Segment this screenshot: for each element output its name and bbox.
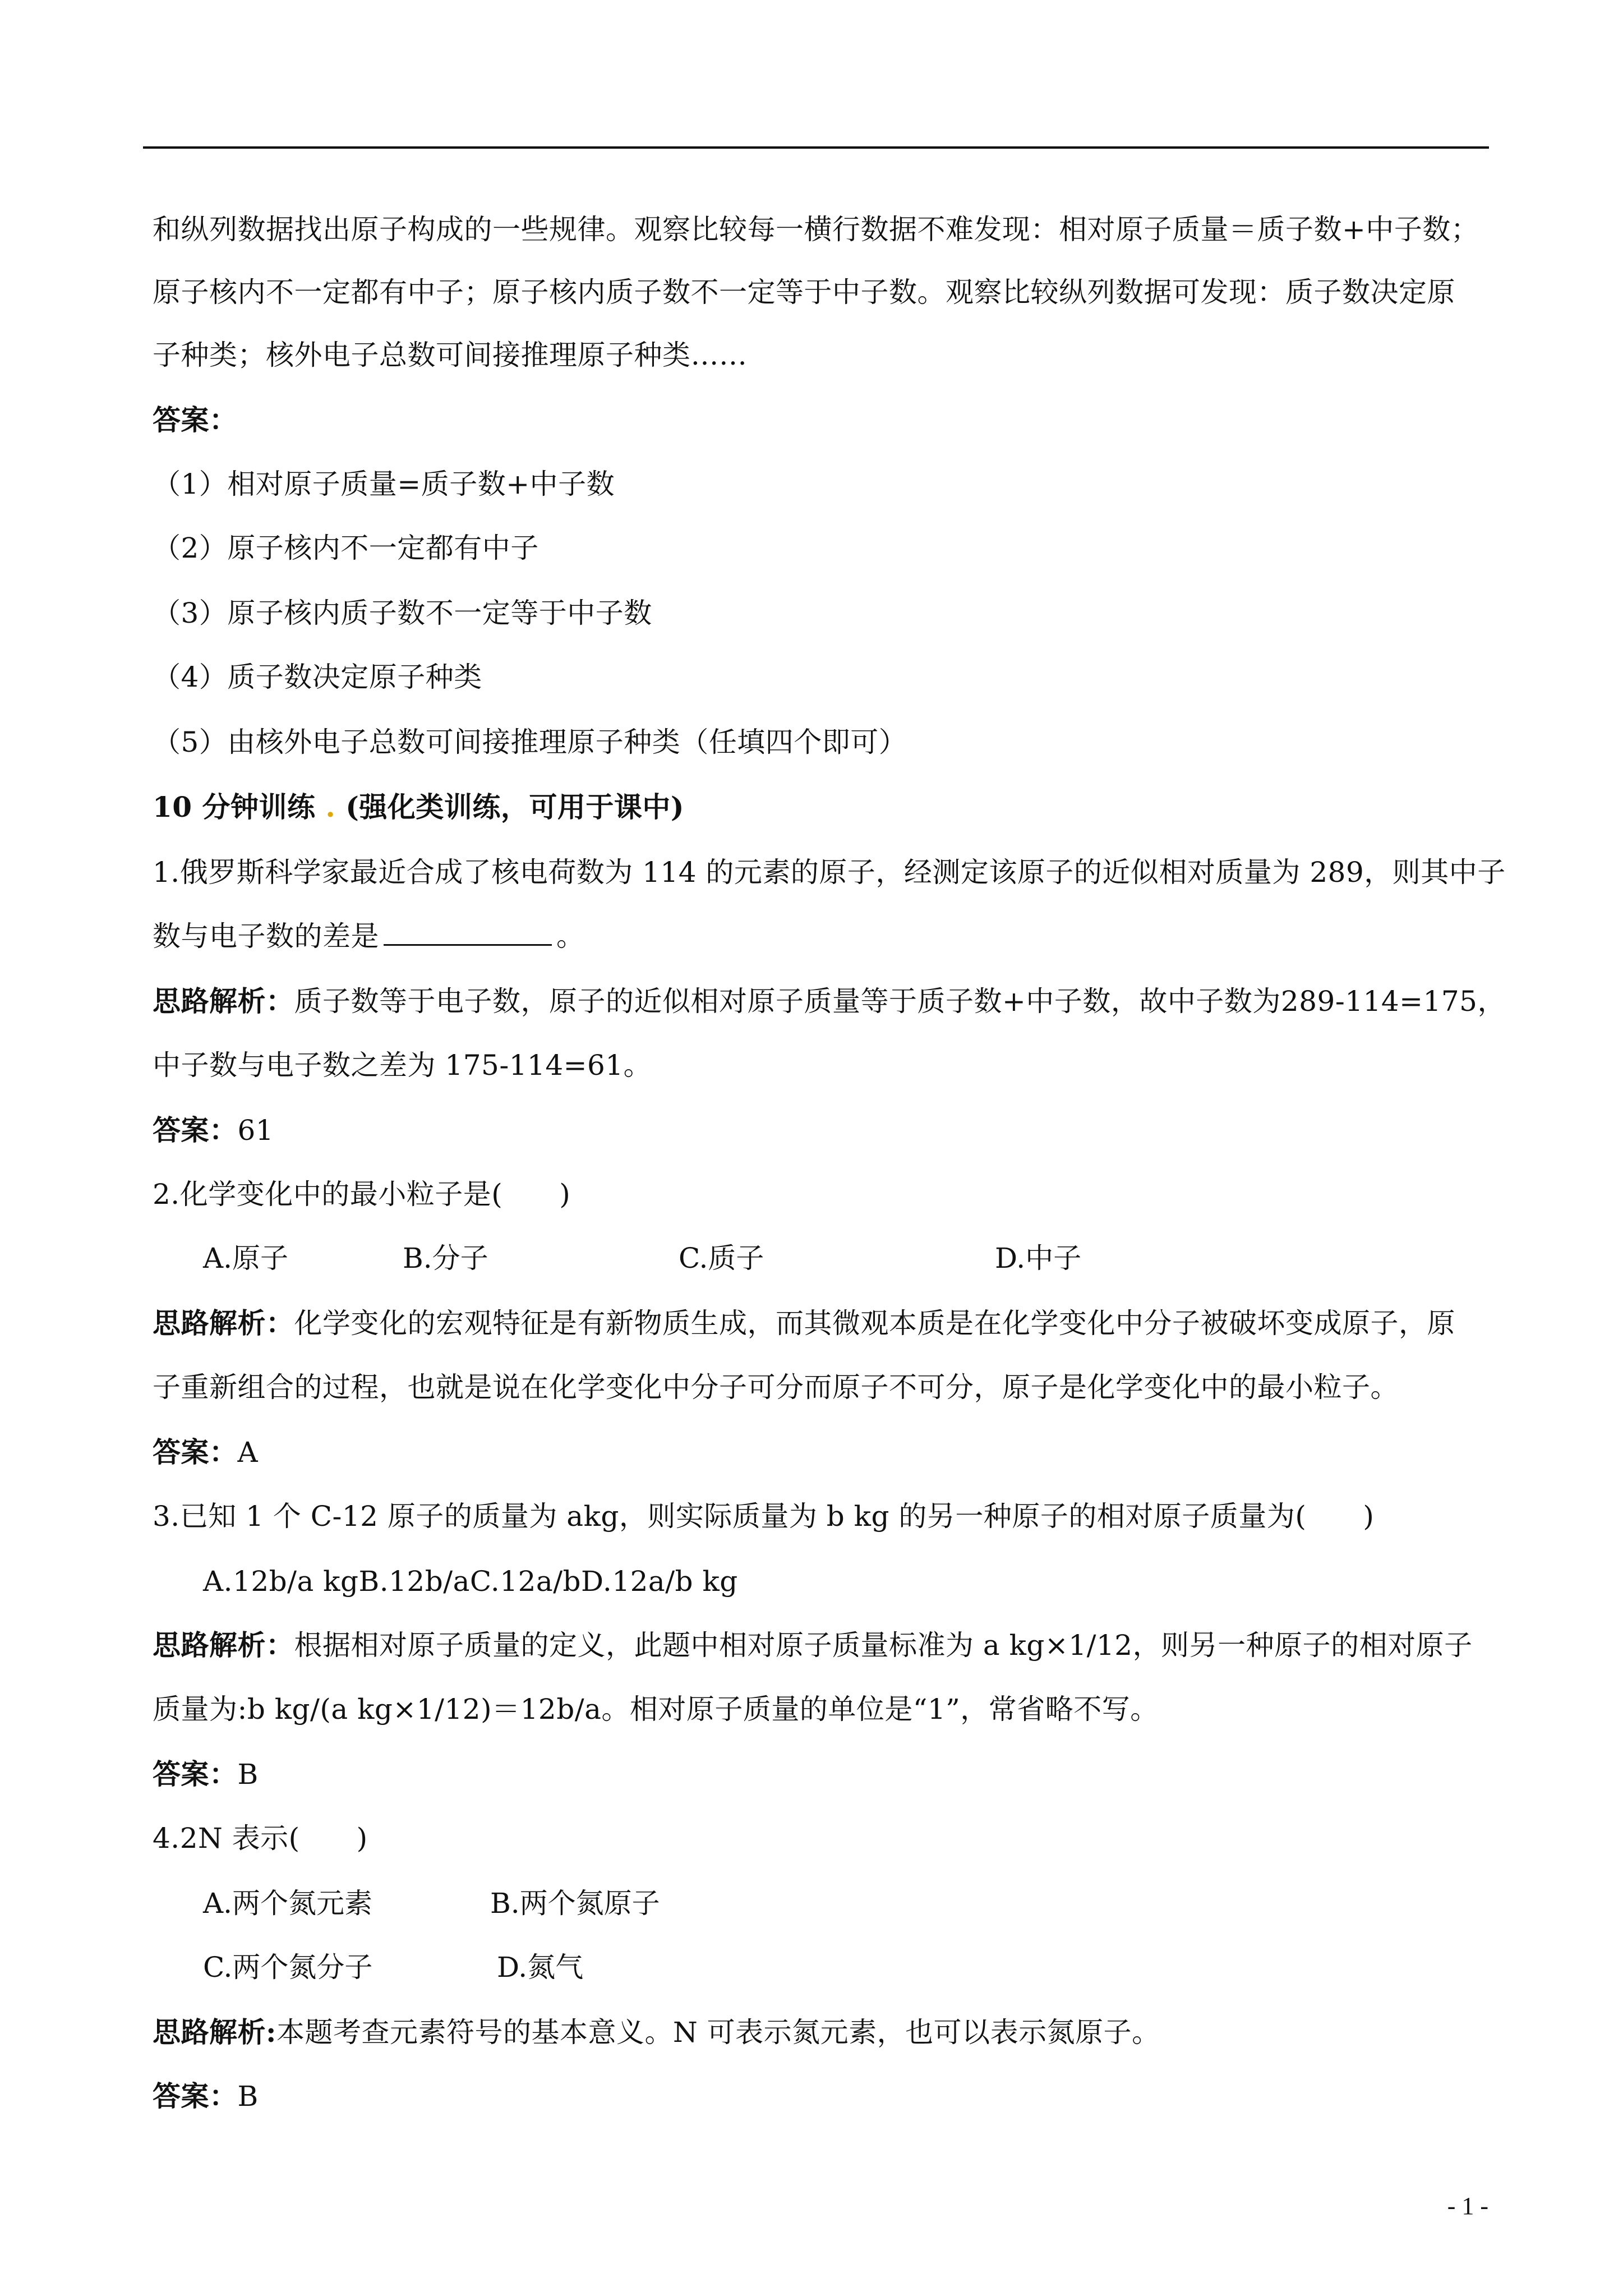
q3-stem: 3.已知 1 个 C-12 原子的质量为 akg，则实际质量为 b kg 的另一种原子的相对原子质量为( ) — [153, 1500, 1375, 1533]
q1-answer-value: 61 — [237, 1114, 274, 1147]
q3-analysis-label: 思路解析： — [153, 1628, 294, 1662]
q3-analysis-line-2: 质量为:b kg/(a kg×1/12)＝12b/a。相对原子质量的单位是“1”，常省略不写。 — [153, 1693, 1159, 1726]
q4-option-a: A.两个氮元素 — [203, 1887, 373, 1920]
q2-answer — [153, 1435, 258, 1470]
q4-answer-label: 答案： — [153, 2079, 238, 2113]
answer-item-1: （1）相对原子质量=质子数+中子数 — [153, 468, 615, 500]
q1-answer — [153, 1113, 274, 1148]
q2-option-b: B.分子 — [403, 1242, 488, 1274]
q1-stem-post: 。 — [556, 920, 585, 953]
q1-analysis-line-2: 中子数与电子数之差为 175-114=61。 — [153, 1049, 652, 1082]
q1-answer-label: 答案： — [153, 1114, 238, 1147]
q4-stem: 4.2N 表示( ) — [153, 1822, 368, 1855]
q1-stem-line-2 — [153, 919, 585, 954]
q4-analysis-text: 本题考查元素符号的基本意义。N 可表示氮元素，也可以表示氮原子。 — [276, 2016, 1160, 2049]
q3-answer — [153, 1757, 259, 1792]
continuation-line-1: 和纵列数据找出原子构成的一些规律。观察比较每一横行数据不难发现：相对原子质量＝质子数+中子数； — [153, 213, 1479, 246]
q3-analysis-line-1 — [153, 1628, 1473, 1663]
q2-answer-value: A — [237, 1436, 259, 1469]
q2-option-c: C.质子 — [679, 1242, 764, 1274]
q4-analysis — [153, 2015, 1160, 2050]
q2-analysis-line-1 — [153, 1306, 1455, 1341]
q3-options: A.12b/a kgB.12b/aC.12a/bD.12a/b kg — [203, 1565, 738, 1598]
answer-label: 答案： — [153, 403, 238, 436]
q2-analysis-text: 化学变化的宏观特征是有新物质生成，而其微观本质是在化学变化中分子被破坏变成原子，原 — [294, 1307, 1455, 1340]
q4-answer — [153, 2079, 259, 2114]
q4-option-c: C.两个氮分子 — [203, 1951, 373, 1984]
page-number: - 1 - — [1447, 2192, 1488, 2220]
answer-item-2: （2）原子核内不一定都有中子 — [153, 532, 539, 564]
q2-option-d: D.中子 — [995, 1242, 1082, 1274]
section-heading — [153, 790, 684, 825]
section-mark: . — [325, 790, 336, 823]
q1-analysis-line-1 — [153, 984, 1506, 1019]
q1-analysis-text: 质子数等于电子数，原子的近似相对原子质量等于质子数+中子数，故中子数为289-114=175， — [294, 985, 1506, 1018]
answer-item-5: （5）由核外电子总数可间接推理原子种类（任填四个即可） — [153, 726, 907, 758]
header-rule — [143, 146, 1489, 149]
continuation-line-2: 原子核内不一定都有中子；原子核内质子数不一定等于中子数。观察比较纵列数据可发现：质子数决定原 — [153, 276, 1455, 309]
q3-answer-value: B — [237, 1758, 259, 1791]
q1-stem-line-1: 1.俄罗斯科学家最近合成了核电荷数为 114 的元素的原子，经测定该原子的近似相对质量为 289，则其中子 — [153, 856, 1506, 889]
q4-analysis-label: 思路解析: — [153, 2016, 276, 2049]
q1-analysis-label: 思路解析： — [153, 984, 294, 1018]
continuation-line-3: 子种类；核外电子总数可间接推理原子种类…… — [153, 339, 748, 371]
section-note: (强化类训练，可用于课中) — [345, 790, 685, 823]
q2-option-a: A.原子 — [203, 1242, 289, 1274]
q2-analysis-line-2: 子重新组合的过程，也就是说在化学变化中分子可分而原子不可分，原子是化学变化中的最小粒子。 — [153, 1371, 1399, 1404]
answer-item-4: （4）质子数决定原子种类 — [153, 661, 482, 693]
q2-analysis-label: 思路解析： — [153, 1306, 294, 1340]
q1-answer-blank — [384, 919, 552, 946]
section-title: 10 分钟训练 — [153, 790, 316, 823]
q2-stem: 2.化学变化中的最小粒子是( ) — [153, 1178, 571, 1211]
q2-answer-label: 答案： — [153, 1435, 238, 1469]
q1-stem-pre: 数与电子数的差是 — [153, 920, 379, 953]
q4-option-b: B.两个氮原子 — [490, 1887, 660, 1920]
q3-analysis-text: 根据相对原子质量的定义，此题中相对原子质量标准为 a kg×1/12，则另一种原子的相对原子 — [294, 1629, 1473, 1662]
q4-option-d: D.氮气 — [497, 1951, 584, 1984]
q3-answer-label: 答案： — [153, 1757, 238, 1791]
answer-item-3: （3）原子核内质子数不一定等于中子数 — [153, 597, 652, 629]
q4-answer-value: B — [237, 2080, 259, 2113]
